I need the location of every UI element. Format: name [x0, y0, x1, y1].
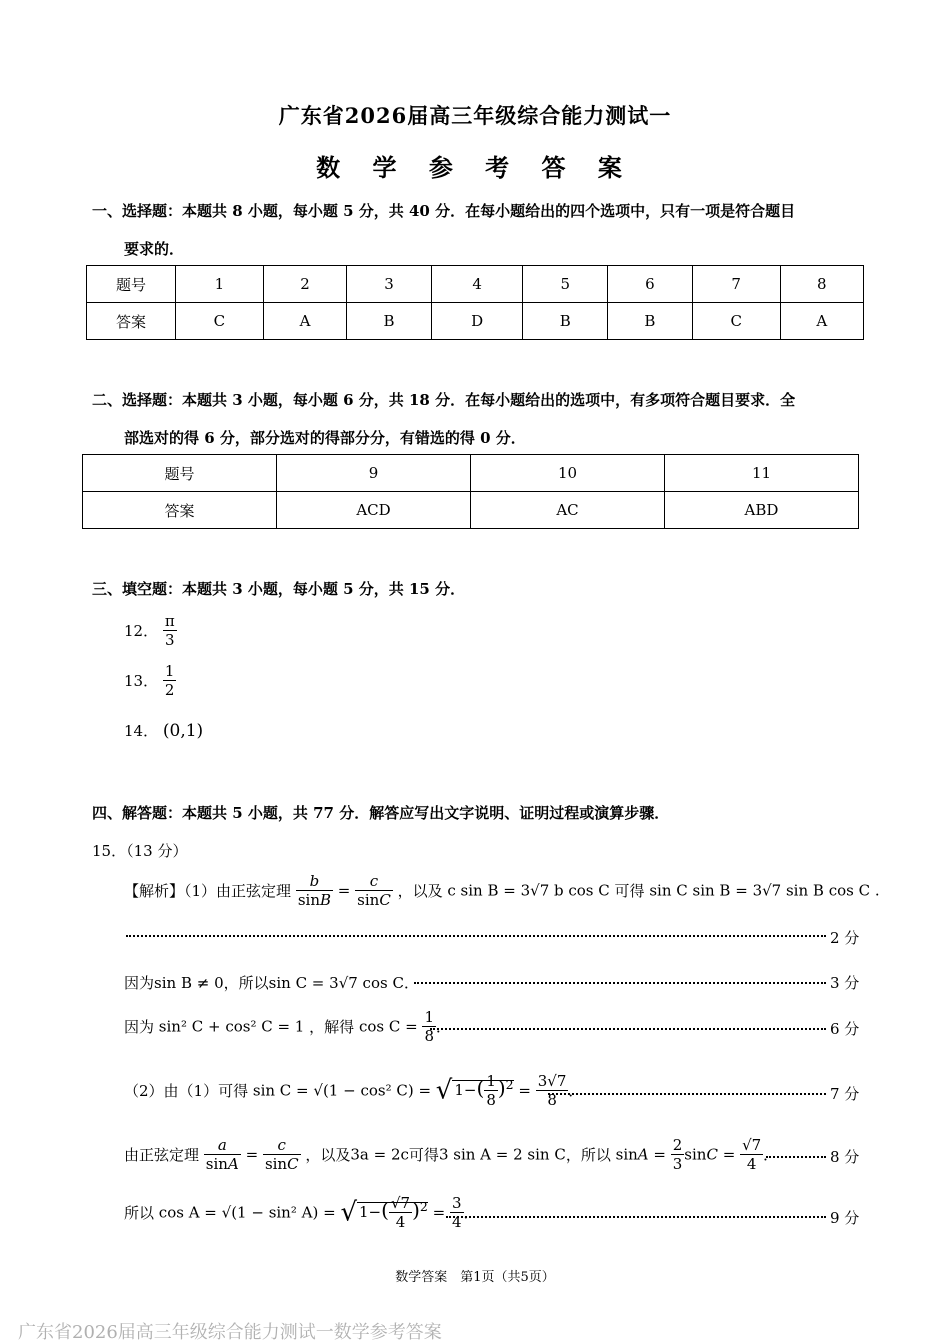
- watermark: 广东省2026届高三年级综合能力测试一数学参考答案: [18, 1322, 442, 1343]
- math-expression: cos A = √(1 − sin² A) =: [158, 1203, 336, 1222]
- document-subtitle: 数 学 参 考 答 案: [316, 153, 634, 182]
- math-expression: sin C = 3√7 cos C: [268, 974, 404, 992]
- solution-text: ，以及: [305, 1146, 351, 1164]
- score-dots: [548, 1093, 826, 1095]
- score-dots: [126, 935, 826, 937]
- answer-label: 14．: [124, 722, 159, 740]
- table-cell: B: [608, 303, 693, 340]
- solution-line-5: 由正弦定理 $\frac{a}{\sin A}$ = $\frac{c}{\sin C}$ ，以及3a = 2c可得3 sin A = 2 sin C，所以 sinA = $\frac{2}{3}$ sinC = $\frac{√7}{4}$ ．: [124, 1136, 779, 1173]
- table-cell: 6: [608, 266, 693, 303]
- table-cell: A: [263, 303, 346, 340]
- solution-text: ，所以: [223, 974, 269, 992]
- answer-value: (0,1): [162, 721, 204, 741]
- answer-12: [124, 612, 177, 649]
- table-cell: ACD: [277, 492, 471, 529]
- solution-text: 由正弦定理: [124, 1146, 200, 1164]
- question-15-label: 15．（13 分）: [92, 842, 188, 860]
- table-cell: A: [780, 303, 863, 340]
- row-label: 答案: [87, 303, 176, 340]
- fraction-numerator: π: [164, 612, 175, 630]
- row-label: 题号: [87, 266, 176, 303]
- table-cell: 11: [665, 455, 859, 492]
- score-label: 2 分: [830, 929, 860, 947]
- score-label: 7 分: [830, 1085, 860, 1103]
- section2-heading-cont: 部选对的得 6 分，部分选对的得部分分，有错选的得 0 分．: [124, 429, 526, 447]
- table-cell: 10: [471, 455, 665, 492]
- table-cell: 8: [780, 266, 863, 303]
- answer-label: 13．: [124, 672, 159, 690]
- score-dots: [414, 982, 826, 984]
- solution-text: ，所以: [565, 1146, 611, 1164]
- solution-line-6: 所以 cos A = √(1 − sin² A) = √ 1−( $\frac{√7}{4}$ )$^2$ = $\frac{3}{4}$ ．: [124, 1194, 479, 1231]
- score-dots: [430, 1028, 826, 1030]
- solution-line-4: （2）由（1）可得 sin C = √(1 − cos² C) = √ 1−( $\frac{1}{8}$ )$^2$ = $\frac{3√7}{8}$ ．: [124, 1072, 584, 1109]
- row-label: 答案: [83, 492, 277, 529]
- section4-heading: 四、解答题：本题共 5 小题，共 77 分．解答应写出文字说明、证明过程或演算步骤．: [92, 804, 670, 822]
- solution-text: 【解析】（1）由正弦定理: [124, 882, 292, 900]
- score-label: 8 分: [830, 1148, 860, 1166]
- answer-table-2: [82, 454, 859, 529]
- score-label: 3 分: [830, 974, 860, 992]
- solution-line-3: 因为 sin² C + cos² C = 1 ，解得 cos C = $\frac{1}{8}$ ．: [124, 1008, 451, 1045]
- math-expression: 3a = 2c: [350, 1145, 409, 1164]
- page-footer: 数学答案 第1页（共5页）: [395, 1270, 555, 1285]
- table-row: [87, 266, 864, 303]
- table-row: [87, 303, 864, 340]
- section1-heading-cont: 要求的．: [124, 240, 185, 258]
- table-cell: C: [692, 303, 780, 340]
- answer-table-1: [86, 265, 864, 340]
- score-dots: [446, 1216, 826, 1218]
- fraction-denominator: 2: [164, 681, 175, 699]
- solution-line-1: 【解析】（1）由正弦定理 $\frac{b}{\sin B}$ = $\frac{c}{\sin C}$ ，以及 c sin B = 3√7 b cos C 可得 sin C sin B = 3√7 sin B cos C .: [124, 872, 880, 909]
- solution-text: 因为: [124, 974, 155, 992]
- table-cell: C: [176, 303, 264, 340]
- math-expression: cos C =: [358, 1017, 418, 1036]
- table-cell: 4: [431, 266, 523, 303]
- table-cell: B: [347, 303, 432, 340]
- table-cell: 5: [523, 266, 608, 303]
- solution-line-2: 因为sin B ≠ 0，所以sin C = 3√7 cos C．: [124, 974, 419, 992]
- table-cell: AC: [471, 492, 665, 529]
- math-expression: sin B ≠ 0: [154, 974, 224, 992]
- solution-text: 可得: [614, 882, 645, 900]
- table-cell: 2: [263, 266, 346, 303]
- section2-heading: 二、选择题：本题共 3 小题，每小题 6 分，共 18 分．在每小题给出的选项中，有多项符合题目要求．全: [92, 391, 796, 409]
- math-expression: sin C sin B = 3√7 sin B cos C: [649, 881, 871, 900]
- solution-text: ，解得: [309, 1018, 355, 1036]
- table-cell: 3: [347, 266, 432, 303]
- math-expression: sin² C + cos² C = 1: [158, 1017, 305, 1036]
- math-expression: 3 sin A = 2 sin C: [438, 1145, 566, 1164]
- fraction-numerator: 1: [164, 662, 175, 680]
- solution-text: 可得: [408, 1146, 439, 1164]
- section1-heading: 一、选择题：本题共 8 小题，每小题 5 分，共 40 分．在每小题给出的四个选项中，只有一项是符合题目: [92, 202, 796, 220]
- score-label: 9 分: [830, 1209, 860, 1227]
- table-cell: 9: [277, 455, 471, 492]
- table-cell: B: [523, 303, 608, 340]
- table-cell: D: [431, 303, 523, 340]
- table-cell: ABD: [665, 492, 859, 529]
- solution-text: 所以: [124, 1204, 155, 1222]
- section3-heading: 三、填空题：本题共 3 小题，每小题 5 分，共 15 分．: [92, 580, 466, 598]
- answer-13: [124, 662, 176, 699]
- score-label: 6 分: [830, 1020, 860, 1038]
- document-title: 广东省2026届高三年级综合能力测试一: [278, 103, 672, 128]
- math-expression: sin C = √(1 − cos² C) =: [252, 1081, 432, 1100]
- answer-14: [124, 720, 203, 741]
- table-row: [83, 455, 859, 492]
- solution-text: 因为: [124, 1018, 155, 1036]
- row-label: 题号: [83, 455, 277, 492]
- solution-text: （2）由（1）可得: [124, 1082, 249, 1100]
- score-dots: [766, 1156, 826, 1158]
- math-expression: c sin B = 3√7 b cos C: [447, 881, 610, 900]
- table-cell: 1: [176, 266, 264, 303]
- fraction-denominator: 3: [165, 631, 175, 649]
- answer-label: 12．: [124, 622, 159, 640]
- table-row: [83, 492, 859, 529]
- solution-text: ，以及: [397, 882, 443, 900]
- table-cell: 7: [692, 266, 780, 303]
